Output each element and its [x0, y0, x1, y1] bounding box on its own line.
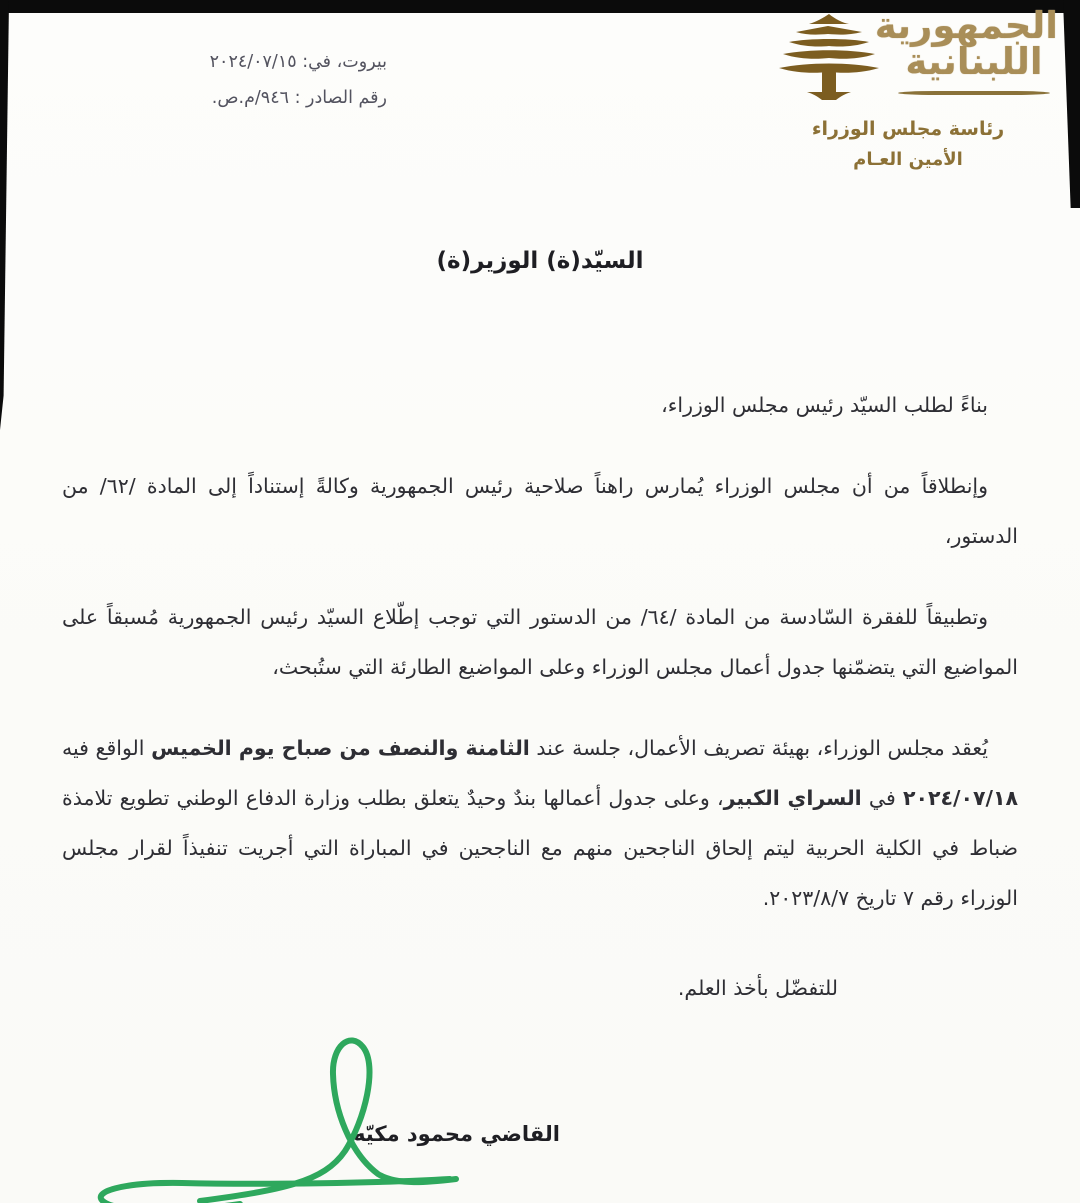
signature-handwriting [82, 1032, 474, 1203]
photo-edge-left [0, 0, 9, 430]
paragraph-request: بناءً لطلب السيّد رئيس مجلس الوزراء، [661, 393, 988, 417]
signature-stroke-loop [200, 1040, 456, 1201]
republic-calligraphy [874, 4, 1058, 95]
letter-meta [112, 44, 387, 116]
paragraph-session-details: يُعقد مجلس الوزراء، بهيئة تصريف الأعمال، جلسة عند الثامنة والنصف من صباح يوم الخميس الواقع فيه ٢٠٢٤/٠٧/١٨ في السراي الكبير، وعلى جدول أعمالها بندٌ وحيدٌ يتعلق بطلب وزارة الدفاع الوطني تطويع تلامذة ضباط في الكلية الحربية ليتم إلحاق الناجحين منهم مع الناجحين في المباراة التي أجريت تنفيذاً لقرار مجلس الوزراء رقم ٧ تاريخ ٢٠٢٣/٨/٧. [62, 736, 1019, 910]
cedar-tree-icon [768, 12, 890, 104]
salutation: السيّد(ة) الوزير(ة) [436, 248, 644, 274]
secretary-general-line: الأمين العـام [853, 149, 963, 170]
republic-emblem [758, 4, 1058, 170]
republic-word-1: الجمهورية [874, 4, 1058, 47]
paragraph-article-62: وإنطلاقاً من أن مجلس الوزراء يُمارس راهناً صلاحية رئيس الجمهورية وكالةً إستناداً إلى المادة /٦٢/ من الدستور، [62, 474, 1018, 548]
emblem-divider [898, 91, 1050, 95]
republic-word-2: اللبنانية [905, 40, 1043, 84]
presidency-line: رئاسة مجلس الوزراء [811, 118, 1005, 140]
reference-number-line: رقم الصادر : ٩٤٦/م.ص. [211, 88, 387, 108]
closing-line: للتفضّل بأخذ العلم. [677, 976, 838, 1000]
letter-body [62, 380, 1018, 954]
paragraph-article-64: وتطبيقاً للفقرة السّادسة من المادة /٦٤/ من الدستور التي توجب إطّلاع السيّد رئيس الجمهورية مُسبقاً على المواضيع التي يتضمّنها جدول أعمال مجلس الوزراء وعلى المواضيع الطارئة التي ستُبحث، [62, 605, 1018, 679]
signer-name: القاضي محمود مكيّه [353, 1122, 560, 1146]
city-date-line: بيروت، في: ٢٠٢٤/٠٧/١٥ [209, 52, 387, 72]
photo-edge-right [1063, 0, 1080, 208]
